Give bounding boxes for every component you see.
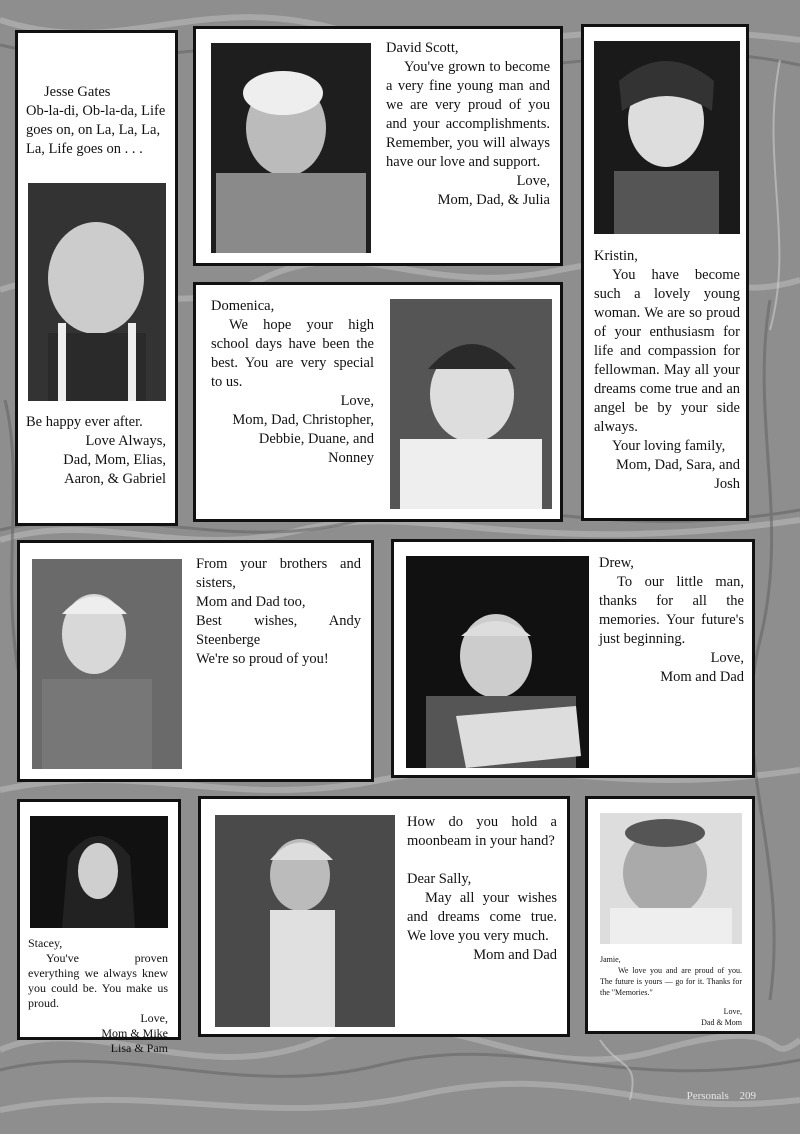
ad-kristin xyxy=(581,24,749,521)
sally-body: May all your wishes and dreams come true. We love you very much. xyxy=(407,890,557,944)
jesse-photo xyxy=(28,183,166,401)
andy-line2: Mom and Dad too, xyxy=(196,594,306,610)
jesse-line1: Be happy ever after. xyxy=(26,414,143,430)
ad-jamie xyxy=(585,796,755,1034)
jesse-greeting: Jesse Gates xyxy=(44,84,111,100)
jamie-greeting: Jamie, xyxy=(600,955,621,964)
ad-sally xyxy=(198,796,570,1037)
drew-greeting: Drew, xyxy=(599,555,634,571)
stacey-signoff1: Mom & Mike xyxy=(101,1026,168,1040)
andy-line4: We're so proud of you! xyxy=(196,651,329,667)
ad-andy xyxy=(17,540,374,782)
jesse-song: Ob-la-di, Ob-la-da, Life goes on, on La, La, La, La, Life goes on . . . xyxy=(26,103,166,157)
stacey-photo xyxy=(30,816,168,928)
drew-love: Love, xyxy=(710,650,744,666)
david-greeting: David Scott, xyxy=(386,40,459,56)
david-love: Love, xyxy=(516,173,550,189)
andy-line1: From your brothers and sisters, xyxy=(196,556,361,591)
domenica-photo xyxy=(390,299,552,509)
jamie-photo xyxy=(600,813,742,944)
kristin-signoff: Mom, Dad, Sara, and Josh xyxy=(615,457,740,492)
drew-signoff: Mom and Dad xyxy=(660,669,744,685)
sally-photo xyxy=(215,815,395,1027)
stacey-signoff2: Lisa & Pam xyxy=(110,1041,168,1055)
kristin-greeting: Kristin, xyxy=(594,248,638,264)
david-photo xyxy=(211,43,371,253)
ad-stacey xyxy=(17,799,181,1055)
andy-photo xyxy=(32,559,182,769)
jesse-line2: Love Always, xyxy=(85,433,166,449)
stacey-greeting: Stacey, xyxy=(28,936,63,950)
david-body: You've grown to become a very fine young man and we are very proud of you and your accomplishments. Remember, you will always have our love and support. xyxy=(386,59,550,170)
sally-line1: How do you hold a moonbeam in your hand? xyxy=(407,814,557,849)
jamie-body: We love you and are proud of you. The future is yours — go for it. Thanks for the "Memories." xyxy=(600,966,742,997)
andy-line3: Best wishes, Andy Steenberge xyxy=(196,613,361,648)
ad-domenica xyxy=(193,282,563,522)
jamie-love: Love, xyxy=(723,1007,742,1016)
kristin-body: You have become such a lovely young woman. We are so proud of your enthusiasm for life and compassion for fellowman. May all your dreams come true and an angel be by your side always. xyxy=(594,267,740,435)
ad-drew xyxy=(391,539,755,778)
domenica-signoff: Mom, Dad, Christopher, Debbie, Duane, and Nonney xyxy=(232,412,374,466)
ad-jesse xyxy=(15,30,178,526)
drew-body: To our little man, thanks for all the memories. Your future's just beginning. xyxy=(599,574,744,647)
footer-section: Personals xyxy=(686,1090,729,1102)
sally-signoff: Mom and Dad xyxy=(473,947,557,963)
domenica-greeting: Domenica, xyxy=(211,298,275,314)
drew-photo xyxy=(406,556,589,768)
domenica-love: Love, xyxy=(340,393,374,409)
page-number: 209 xyxy=(739,1090,756,1102)
stacey-body: You've proven everything we always knew you could be. You make us proud. xyxy=(28,951,168,1010)
david-signoff: Mom, Dad, & Julia xyxy=(437,192,550,208)
jesse-signoff: Dad, Mom, Elias, Aaron, & Gabriel xyxy=(63,452,166,487)
kristin-photo xyxy=(594,41,740,234)
domenica-body: We hope your high school days have been the best. You are very special to us. xyxy=(211,317,374,390)
stacey-love: Love, xyxy=(140,1011,168,1025)
jamie-signoff: Dad & Mom xyxy=(701,1018,742,1027)
sally-greeting: Dear Sally, xyxy=(407,871,472,887)
kristin-closing: Your loving family, xyxy=(612,438,726,454)
ad-david xyxy=(193,26,563,266)
page-footer xyxy=(687,1090,756,1102)
